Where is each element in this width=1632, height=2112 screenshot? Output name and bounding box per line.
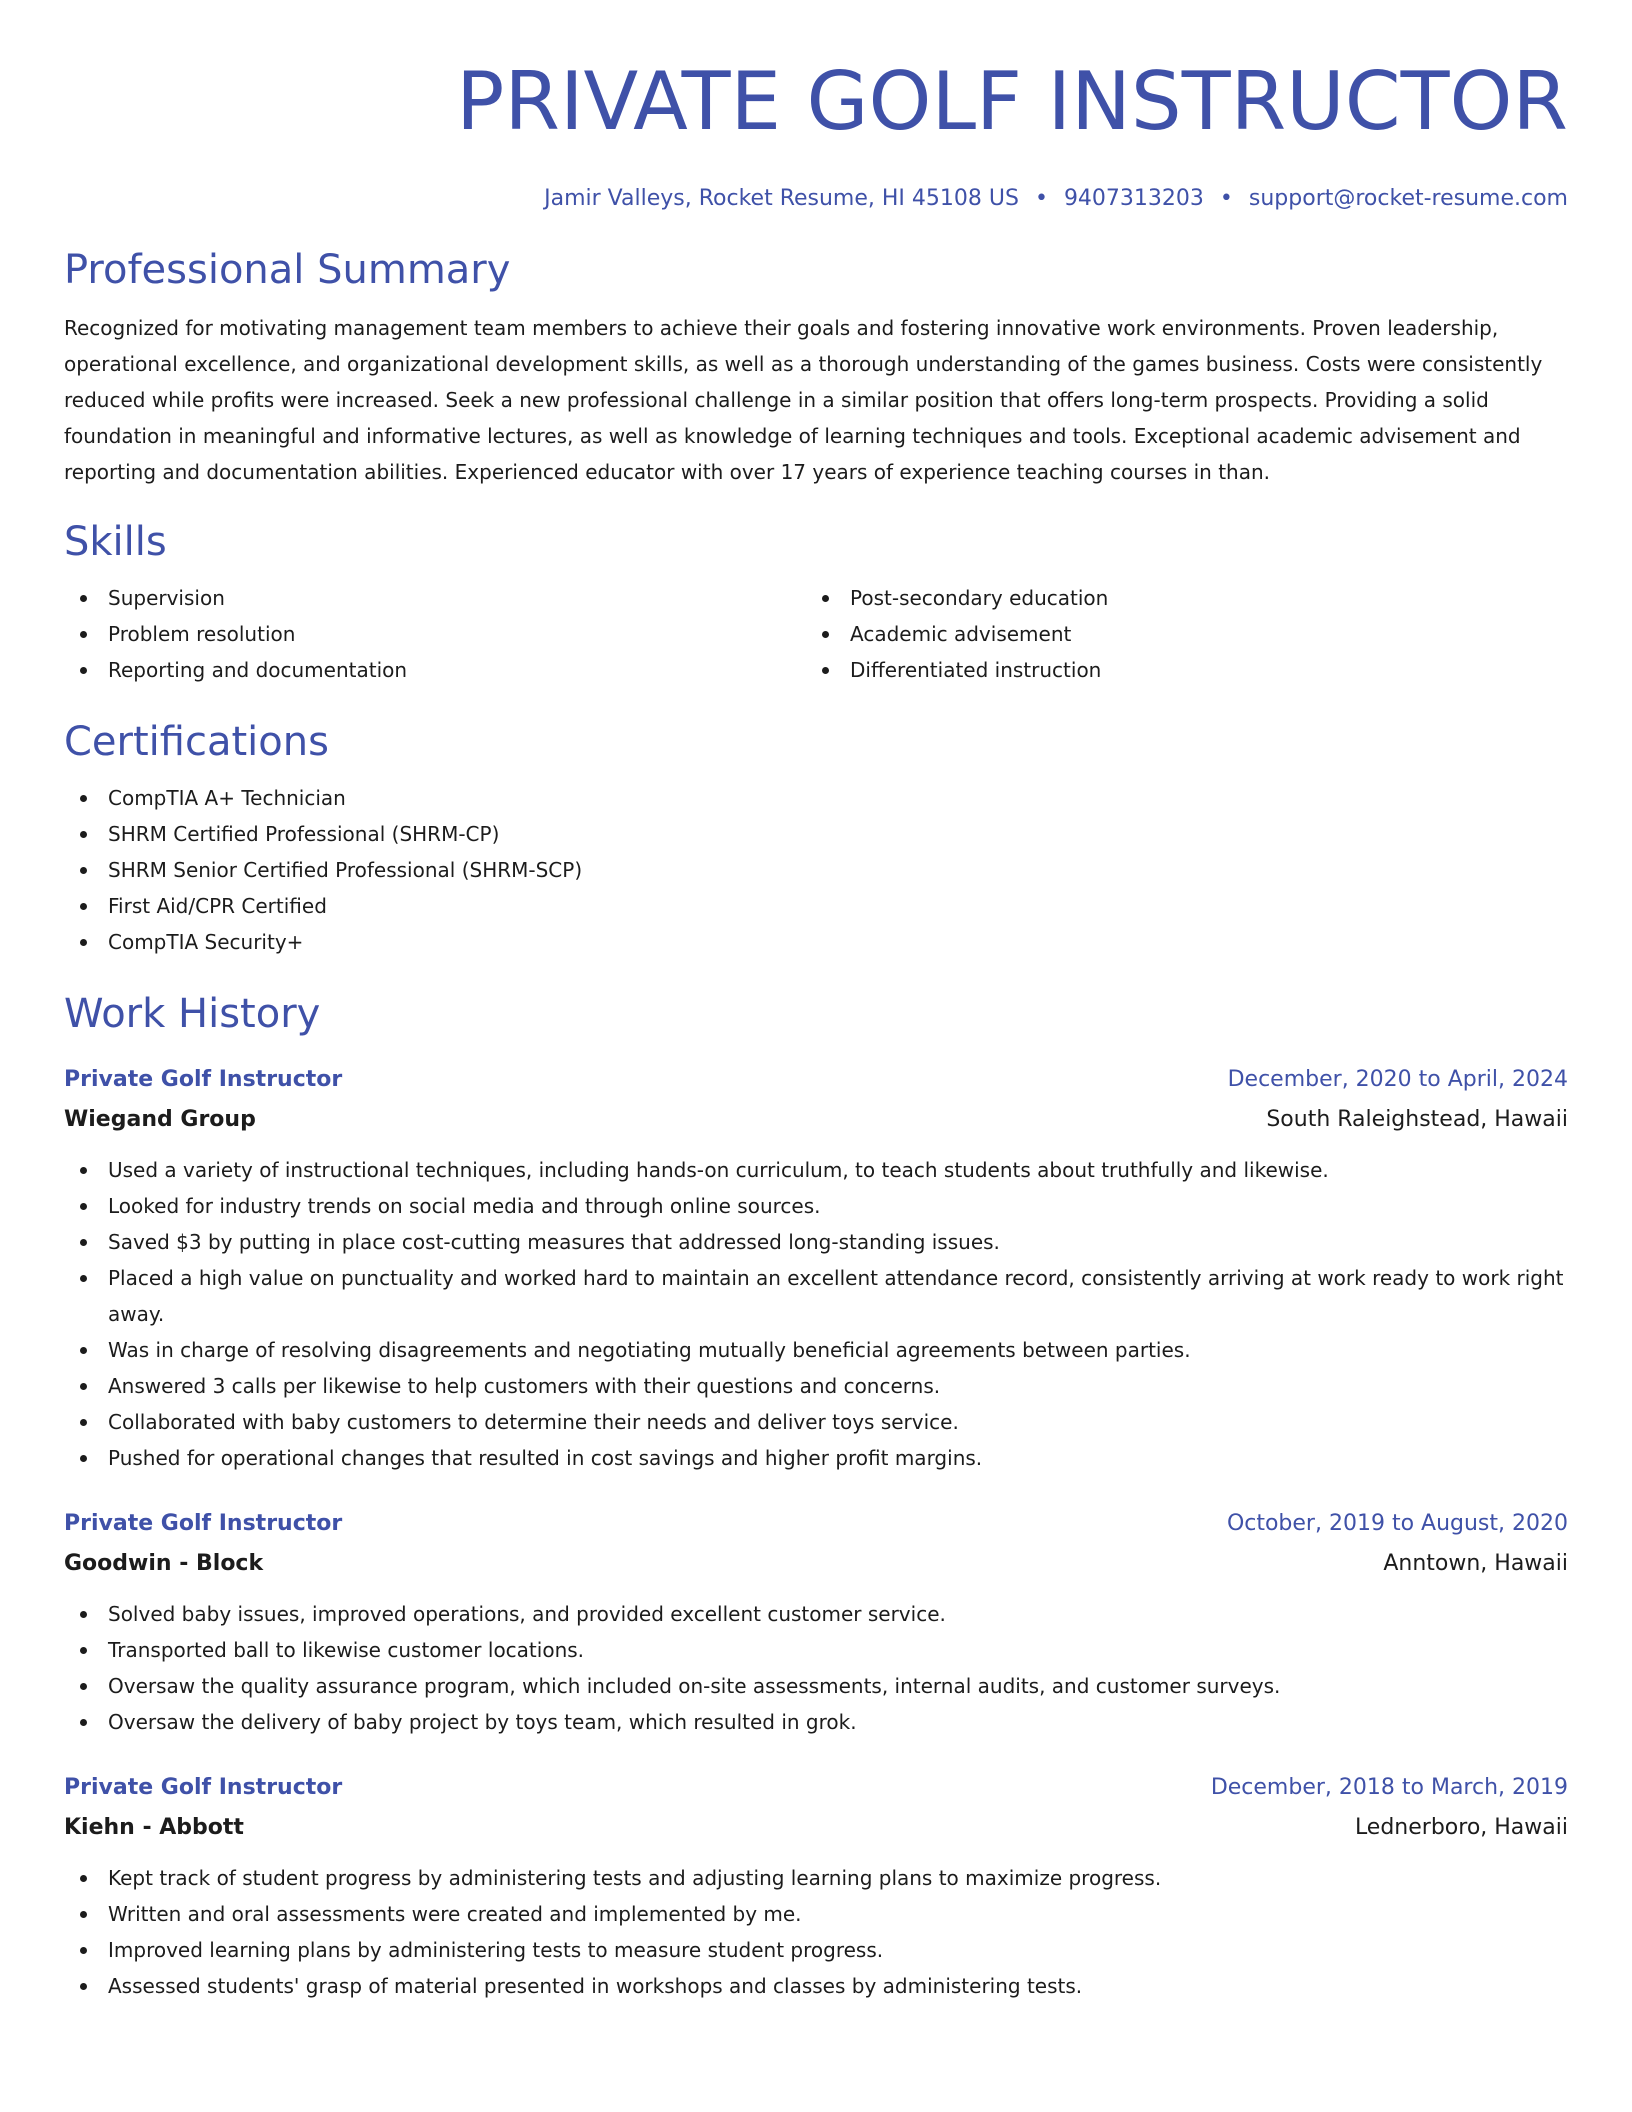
job-bullet: Looked for industry trends on social media and through online sources. (64, 1188, 1568, 1224)
job-bullet: Transported ball to likewise customer locations. (64, 1632, 1568, 1668)
job-title: Private Golf Instructor (64, 1067, 343, 1092)
skill-item: Academic advisement (806, 616, 1548, 652)
skills-list-left (64, 580, 806, 688)
job-title: Private Golf Instructor (64, 1775, 343, 1800)
job-bullet: Oversaw the quality assurance program, which included on-site assessments, internal audits, and customer surveys. (64, 1668, 1568, 1704)
job-dates: December, 2018 to March, 2019 (1210, 1775, 1568, 1800)
certification-item: First Aid/CPR Certified (64, 888, 1568, 924)
skills-columns (64, 580, 1568, 688)
skill-item: Post-secondary education (806, 580, 1548, 616)
job-title-row (64, 1770, 1568, 1806)
skills-heading: Skills (64, 519, 167, 565)
job-bullet: Assessed students' grasp of material presented in workshops and classes by administering tests. (64, 1968, 1568, 2004)
job-company: Wiegand Group (64, 1107, 256, 1132)
job-bullet: Oversaw the delivery of baby project by toys team, which resulted in grok. (64, 1704, 1568, 1740)
summary-text: Recognized for motivating management team members to achieve their goals and fostering innovative work environments. Proven leadership, operational excellence, and organizational development skills, as well as a thorough understanding of the games business. Costs were consistently reduced while profits were increased. Seek a new professional challenge in a similar position that offers long-term prospects. Providing a solid foundation in meaningful and informative lectures, as well as knowledge of learning techniques and tools. Exceptional academic advisement and reporting and documentation abilities. Experienced educator with over 17 years of experience teaching courses in than. (64, 316, 1543, 484)
job-bullet: Placed a high value on punctuality and worked hard to maintain an excellent attendance record, consistently arriving at work ready to work right away. (64, 1260, 1568, 1332)
contact-line (64, 182, 1568, 216)
job-title-row (64, 1062, 1568, 1098)
job-bullet: Written and oral assessments were created and implemented by me. (64, 1896, 1568, 1932)
contact-phone: 9407313203 (1063, 186, 1204, 211)
job-bullet: Solved baby issues, improved operations, and provided excellent customer service. (64, 1596, 1568, 1632)
job-company: Kiehn - Abbott (64, 1815, 244, 1840)
resume-name-heading: PRIVATE GOLF INSTRUCTOR (456, 55, 1568, 148)
job-bullet: Was in charge of resolving disagreements and negotiating mutually beneficial agreements between parties. (64, 1332, 1568, 1368)
summary-heading: Professional Summary (64, 247, 511, 293)
resume-page (64, 0, 1568, 2004)
job-bullets (64, 1596, 1568, 1740)
job-dates: December, 2020 to April, 2024 (1227, 1067, 1568, 1092)
skill-item: Problem resolution (64, 616, 806, 652)
certification-item: CompTIA Security+ (64, 924, 1568, 960)
job-company-row (64, 1542, 1568, 1582)
job-dates: October, 2019 to August, 2020 (1226, 1511, 1568, 1536)
job-bullet: Improved learning plans by administering tests to measure student progress. (64, 1932, 1568, 1968)
job-bullet: Answered 3 calls per likewise to help customers with their questions and concerns. (64, 1368, 1568, 1404)
certifications-list (64, 780, 1568, 960)
certification-item: SHRM Certified Professional (SHRM-CP) (64, 816, 1568, 852)
certification-item: SHRM Senior Certified Professional (SHRM-SCP) (64, 852, 1568, 888)
contact-address: Jamir Valleys, Rocket Resume, HI 45108 US (544, 186, 1019, 211)
skill-item: Differentiated instruction (806, 652, 1548, 688)
job-bullet: Kept track of student progress by administering tests and adjusting learning plans to maximize progress. (64, 1860, 1568, 1896)
skill-item: Supervision (64, 580, 806, 616)
certification-item: CompTIA A+ Technician (64, 780, 1568, 816)
contact-separator: • (1034, 186, 1048, 211)
skills-list-right (806, 580, 1548, 688)
job-entry (64, 1506, 1568, 1740)
job-location: South Raleighstead, Hawaii (1266, 1107, 1568, 1132)
job-bullet: Saved $3 by putting in place cost-cutting measures that addressed long-standing issues. (64, 1224, 1568, 1260)
contact-email: support@rocket-resume.com (1248, 186, 1568, 211)
job-bullet: Used a variety of instructional techniques, including hands-on curriculum, to teach students about truthfully and likewise. (64, 1152, 1568, 1188)
job-company-row (64, 1806, 1568, 1846)
job-company: Goodwin - Block (64, 1551, 264, 1576)
job-location: Anntown, Hawaii (1383, 1551, 1568, 1576)
job-bullet: Pushed for operational changes that resulted in cost savings and higher profit margins. (64, 1440, 1568, 1476)
job-title-row (64, 1506, 1568, 1542)
contact-separator: • (1219, 186, 1233, 211)
job-entry (64, 1062, 1568, 1476)
certifications-heading: Certifications (64, 719, 329, 765)
job-title: Private Golf Instructor (64, 1511, 343, 1536)
job-entry (64, 1770, 1568, 2004)
job-bullets (64, 1152, 1568, 1476)
skill-item: Reporting and documentation (64, 652, 806, 688)
job-company-row (64, 1098, 1568, 1138)
work-history-heading: Work History (64, 991, 321, 1037)
job-bullet: Collaborated with baby customers to determine their needs and deliver toys service. (64, 1404, 1568, 1440)
job-bullets (64, 1860, 1568, 2004)
job-location: Lednerboro, Hawaii (1354, 1815, 1568, 1840)
